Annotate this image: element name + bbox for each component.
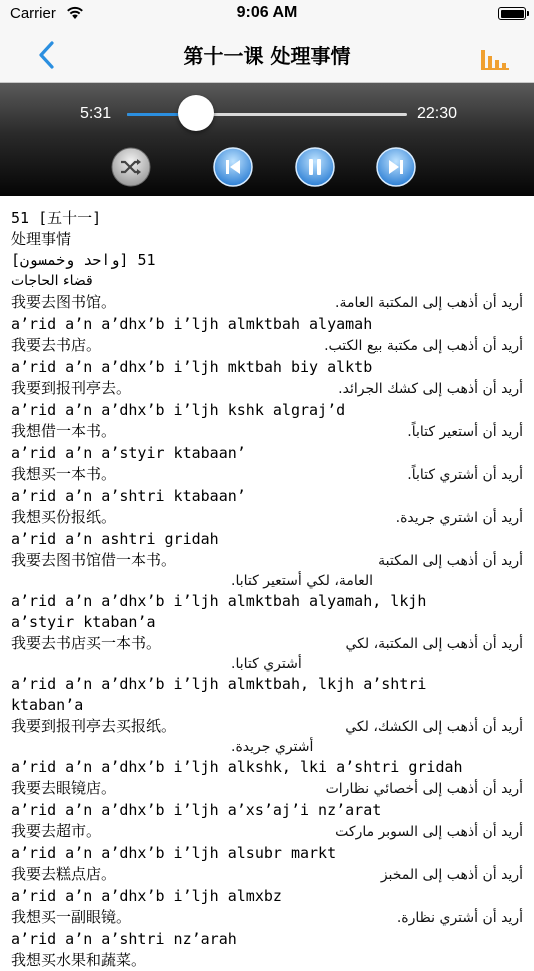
phrase-item	[11, 335, 523, 357]
phrase-romanization: a’rid a’n a’dhx’b i’ljh kshk algraj’d	[11, 401, 346, 419]
audio-player	[0, 83, 534, 196]
phrase-romanization: a’rid a’n a’dhx’b i’ljh almktbah alyamah, lkjh a’styir ktaban’a	[11, 592, 427, 631]
phrase-zh: 我想借一本书。	[11, 422, 117, 440]
phrase-romanization: a’rid a’n a’dhx’b i’ljh a’xs’aj’i nz’arat	[11, 801, 382, 819]
lesson-number-zh: 51 [五十一]	[11, 209, 102, 227]
phrase-ar: أريد أن أذهب إلى مكتبة بيع الكتب.	[324, 338, 523, 354]
lesson-title-zh: 处理事情	[11, 230, 72, 248]
phrase-item	[11, 633, 523, 655]
phrase-ar: أريد أن أذهب إلى المخبز	[380, 867, 523, 883]
phrase-item	[11, 507, 523, 529]
phrase-item	[11, 464, 523, 486]
carrier-label: Carrier	[10, 5, 56, 22]
status-time: 9:06 AM	[236, 4, 298, 21]
phrase-ar: أريد أن أذهب إلى كشك الجرائد.	[338, 381, 523, 397]
phrase-ar: أريد أن أذهب إلى أخصائي نظارات	[325, 781, 523, 797]
page-title: 第十一课 处理事情	[183, 44, 351, 68]
phrase-zh: 我想买份报纸。	[11, 508, 117, 526]
phrase-romanization: a’rid a’n ashtri gridah	[11, 530, 219, 548]
phrase-ar: أريد أن أذهب إلى المكتبة	[378, 553, 523, 569]
previous-button[interactable]	[213, 147, 253, 187]
phrase-zh: 我想买水果和蔬菜。	[11, 951, 147, 969]
phrase-item	[11, 716, 523, 738]
pause-icon	[295, 147, 335, 187]
phrase-item	[11, 778, 523, 800]
phrase-ar-continued: أشتري جريدة.	[231, 739, 314, 755]
shuffle-button[interactable]	[111, 147, 151, 187]
phrase-item	[11, 421, 523, 443]
phrase-romanization: a’rid a’n a’shtri nz’arah	[11, 930, 237, 948]
battery-icon	[498, 7, 526, 20]
status-bar	[0, 0, 534, 28]
phrase-romanization: a’rid a’n a’styir ktabaan’	[11, 444, 246, 462]
phrase-ar: أريد أن أشتري كتاباً.	[407, 467, 523, 483]
phrase-zh: 我要去图书馆。	[11, 293, 117, 311]
phrase-ar: أريد أن أشتري نظارة.	[396, 910, 523, 926]
next-icon	[376, 147, 416, 187]
phrase-ar: أريد أن أذهب إلى السوبر ماركت	[335, 824, 523, 840]
shuffle-icon	[111, 147, 151, 187]
phrase-romanization: a’rid a’n a’dhx’b i’ljh almktbah alyamah	[11, 315, 373, 333]
phrase-zh: 我要去图书馆借一本书。	[11, 551, 177, 569]
phrase-list	[11, 292, 523, 971]
phrase-ar: أريد أن أذهب إلى المكتبة العامة.	[335, 295, 523, 311]
phrase-zh: 我要到报刊亭去。	[11, 379, 132, 397]
phrase-ar: أريد أن أستعير كتاباً.	[407, 424, 523, 440]
phrase-item	[11, 821, 523, 843]
previous-icon	[213, 147, 253, 187]
phrase-zh: 我要到报刊亭去买报纸。	[11, 717, 177, 735]
phrase-ar-continued: العامة، لكي أستعير كتابا.	[231, 573, 374, 589]
progress-slider-thumb[interactable]	[178, 95, 214, 131]
phrase-zh: 我要去超市。	[11, 822, 102, 840]
phrase-ar-continued: أشتري كتابا.	[231, 656, 302, 672]
phrase-zh: 我要去书店买一本书。	[11, 634, 162, 652]
phrase-item	[11, 550, 523, 572]
lesson-title-ar: قضاء الحاجات	[11, 273, 93, 289]
next-button[interactable]	[376, 147, 416, 187]
phrase-ar: أريد أن أذهب إلى المكتبة، لكي	[345, 636, 523, 652]
phrase-romanization: a’rid a’n a’shtri ktabaan’	[11, 487, 246, 505]
phrase-item	[11, 950, 523, 971]
navigation-bar	[0, 28, 534, 83]
total-time: 22:30	[417, 105, 458, 122]
phrase-romanization: a’rid a’n a’dhx’b i’ljh almxbz	[11, 887, 282, 905]
current-time: 5:31	[80, 105, 112, 122]
pause-button[interactable]	[295, 147, 335, 187]
phrase-romanization: a’rid a’n a’dhx’b i’ljh alkshk, lki a’shtri gridah	[11, 758, 463, 776]
bar-chart-icon	[480, 46, 510, 70]
phrase-item	[11, 378, 523, 400]
phrase-zh: 我要去眼镜店。	[11, 779, 117, 797]
progress-track[interactable]	[127, 113, 407, 116]
phrase-zh: 我要去书店。	[11, 336, 102, 354]
phrase-romanization: a’rid a’n a’dhx’b i’ljh mktbah biy alktb	[11, 358, 373, 376]
statistics-button[interactable]	[480, 46, 510, 70]
phrase-romanization: a’rid a’n a’dhx’b i’ljh almktbah, lkjh a’shtri ktaban’a	[11, 675, 427, 714]
phrase-romanization: a’rid a’n a’dhx’b i’ljh alsubr markt	[11, 844, 337, 862]
phrase-zh: 我想买一本书。	[11, 465, 117, 483]
phrase-item	[11, 907, 523, 929]
phrase-ar: أريد أن أذهب إلى الكشك، لكي	[345, 719, 523, 735]
phrase-item	[11, 292, 523, 314]
phrase-item	[11, 864, 523, 886]
phrase-zh: 我想买一副眼镜。	[11, 908, 132, 926]
phrase-zh: 我要去糕点店。	[11, 865, 117, 883]
lesson-text	[0, 196, 534, 969]
lesson-number-ar: 51 [واحد وخمسون]	[11, 251, 156, 269]
phrase-ar: أريد أن اشتري جريدة.	[395, 510, 523, 526]
